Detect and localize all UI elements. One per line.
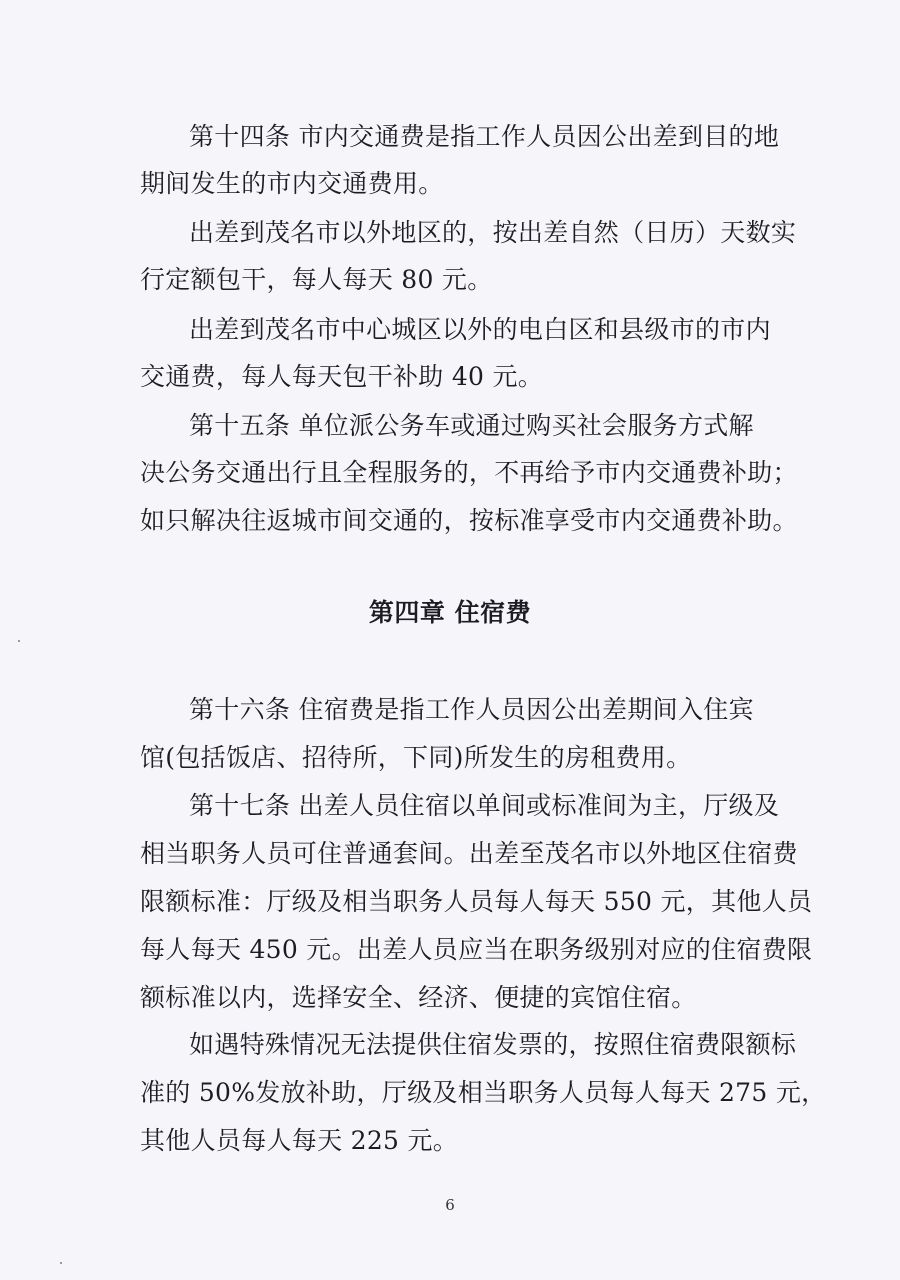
scan-speck bbox=[60, 1262, 62, 1264]
article-17-line-2: 相当职务人员可住普通套间。出差至茂名市以外地区住宿费 bbox=[140, 839, 798, 868]
article-17-line-1: 第十七条 出差人员住宿以单间或标准间为主，厅级及 bbox=[189, 791, 780, 820]
article-16-line-2: 馆(包括饭店、招待所，下同)所发生的房租费用。 bbox=[140, 743, 692, 772]
article-15-line-3: 如只解决往返城市间交通的，按标准享受市内交通费补助。 bbox=[140, 506, 798, 535]
article-14-line-2: 期间发生的市内交通费用。 bbox=[140, 169, 444, 198]
scan-speck bbox=[18, 640, 20, 642]
paragraph-outside-maoming-line-1: 出差到茂名市以外地区的，按出差自然（日历）天数实 bbox=[189, 218, 797, 247]
special-case-line-3: 其他人员每人每天 225 元。 bbox=[140, 1126, 459, 1155]
page-number: 6 bbox=[445, 1196, 455, 1214]
chapter-heading: 第四章 住宿费 bbox=[368, 598, 532, 627]
special-case-line-2: 准的 50%发放补助，厅级及相当职务人员每人每天 275 元， bbox=[140, 1078, 827, 1107]
article-17-line-3: 限额标准：厅级及相当职务人员每人每天 550 元，其他人员 bbox=[140, 887, 813, 916]
paragraph-dianbai-line-2: 交通费，每人每天包干补助 40 元。 bbox=[140, 362, 544, 391]
article-17-line-5: 额标准以内，选择安全、经济、便捷的宾馆住宿。 bbox=[140, 983, 697, 1012]
article-15-line-2: 决公务交通出行且全程服务的，不再给予市内交通费补助； bbox=[140, 458, 798, 487]
special-case-line-1: 如遇特殊情况无法提供住宿发票的，按照住宿费限额标 bbox=[189, 1030, 797, 1059]
article-16-line-1: 第十六条 住宿费是指工作人员因公出差期间入住宾 bbox=[189, 695, 754, 724]
article-17-line-4: 每人每天 450 元。出差人员应当在职务级别对应的住宿费限 bbox=[140, 935, 813, 964]
paragraph-outside-maoming-line-2: 行定额包干，每人每天 80 元。 bbox=[140, 265, 493, 294]
paragraph-dianbai-line-1: 出差到茂名市中心城区以外的电白区和县级市的市内 bbox=[189, 315, 771, 344]
article-15-line-1: 第十五条 单位派公务车或通过购买社会服务方式解 bbox=[189, 411, 754, 440]
article-14-line-1: 第十四条 市内交通费是指工作人员因公出差到目的地 bbox=[189, 122, 780, 151]
